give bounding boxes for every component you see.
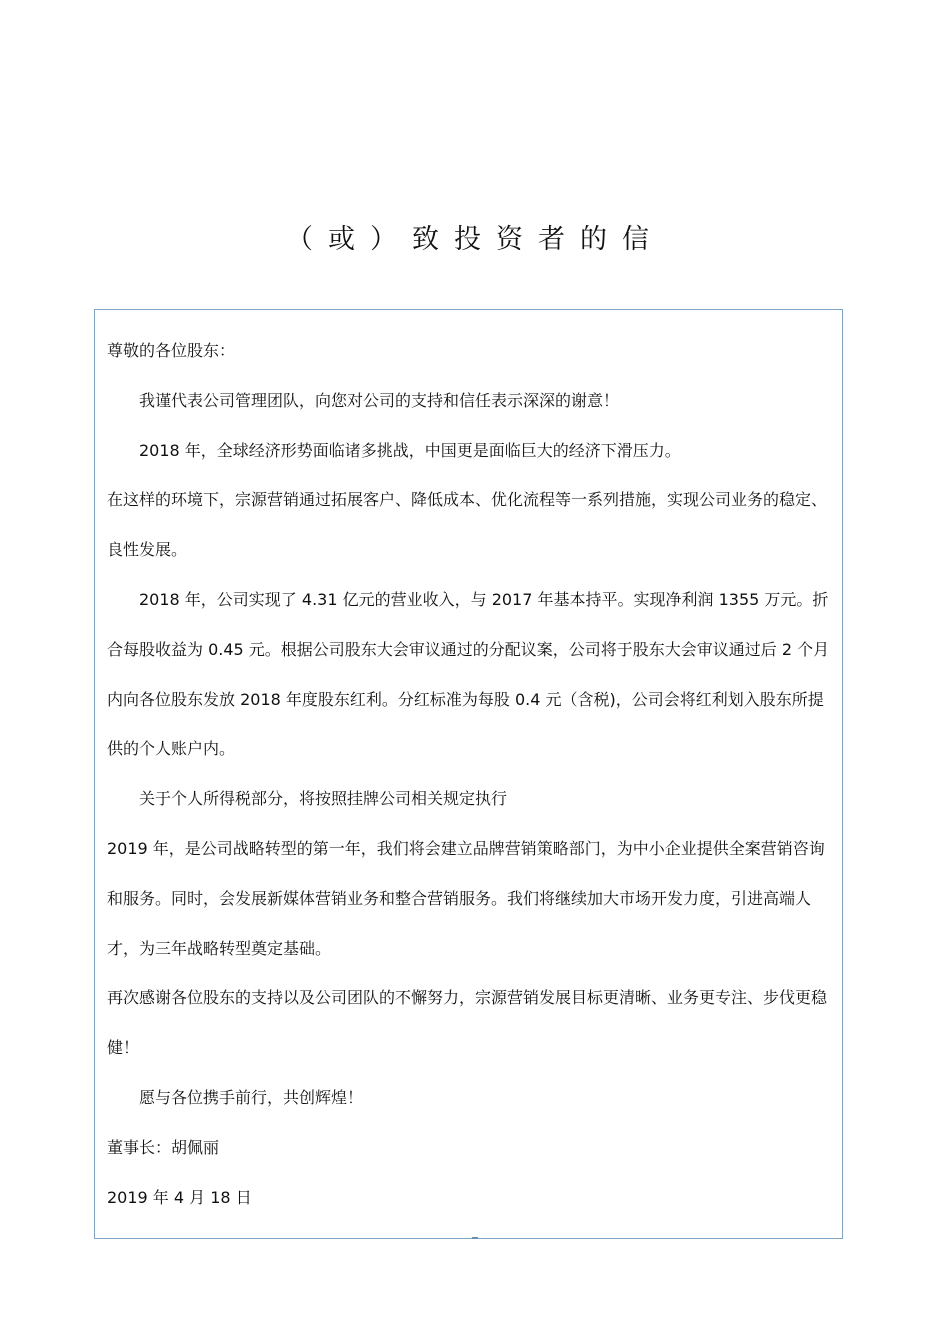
paragraph-2018-environment: 2018 年，全球经济形势面临诸多挑战，中国更是面临巨大的经济下滑压力。 — [139, 440, 681, 460]
page-number-mark — [472, 1237, 478, 1239]
paragraph-financials: 2018 年，公司实现了 4.31 亿元的营业收入，与 2017 年基本持平。实现净利润 1355 万元。折合每股收益为 0.45 元。根据公司股东大会审议通过的分配议案，公司将于股东大会审议通过后 2 个月内向各位股东发放 2018 年度股东红利。分红标准为每股 0.4 元（含税)，公司会将红利划入股东所提供的个人账户内。 — [107, 589, 830, 759]
salutation: 尊敬的各位股东： — [107, 341, 236, 360]
letter-body — [107, 326, 833, 1222]
signature-date: 2019 年 4 月 18 日 — [107, 1187, 252, 1207]
paragraph-measures: 在这样的环境下，宗源营销通过拓展客户、降低成本、优化流程等一系列措施，实现公司业务的稳定、良性发展。 — [107, 490, 828, 560]
paragraph-closing: 愿与各位携手前行，共创辉煌！ — [139, 1087, 364, 1107]
paragraph-tax: 关于个人所得税部分，将按照挂牌公司相关规定执行 — [139, 789, 508, 809]
page-title: （或）致投资者的信 — [286, 224, 664, 255]
paragraph-gratitude: 再次感谢各位股东的支持以及公司团队的不懈努力，宗源营销发展目标更清晰、业务更专注、步伐更稳健！ — [107, 988, 828, 1058]
letter-box — [94, 309, 843, 1239]
signature: 董事长：胡佩丽 — [107, 1137, 220, 1157]
paragraph-2019-strategy: 2019 年，是公司战略转型的第一年，我们将会建立品牌营销策略部门，为中小企业提供全案营销咨询和服务。同时，会发展新媒体营销业务和整合营销服务。我们将继续加大市场开发力度，引进高端人才，为三年战略转型奠定基础。 — [107, 838, 825, 958]
paragraph-thanks: 我谨代表公司管理团队，向您对公司的支持和信任表示深深的谢意！ — [139, 390, 620, 410]
